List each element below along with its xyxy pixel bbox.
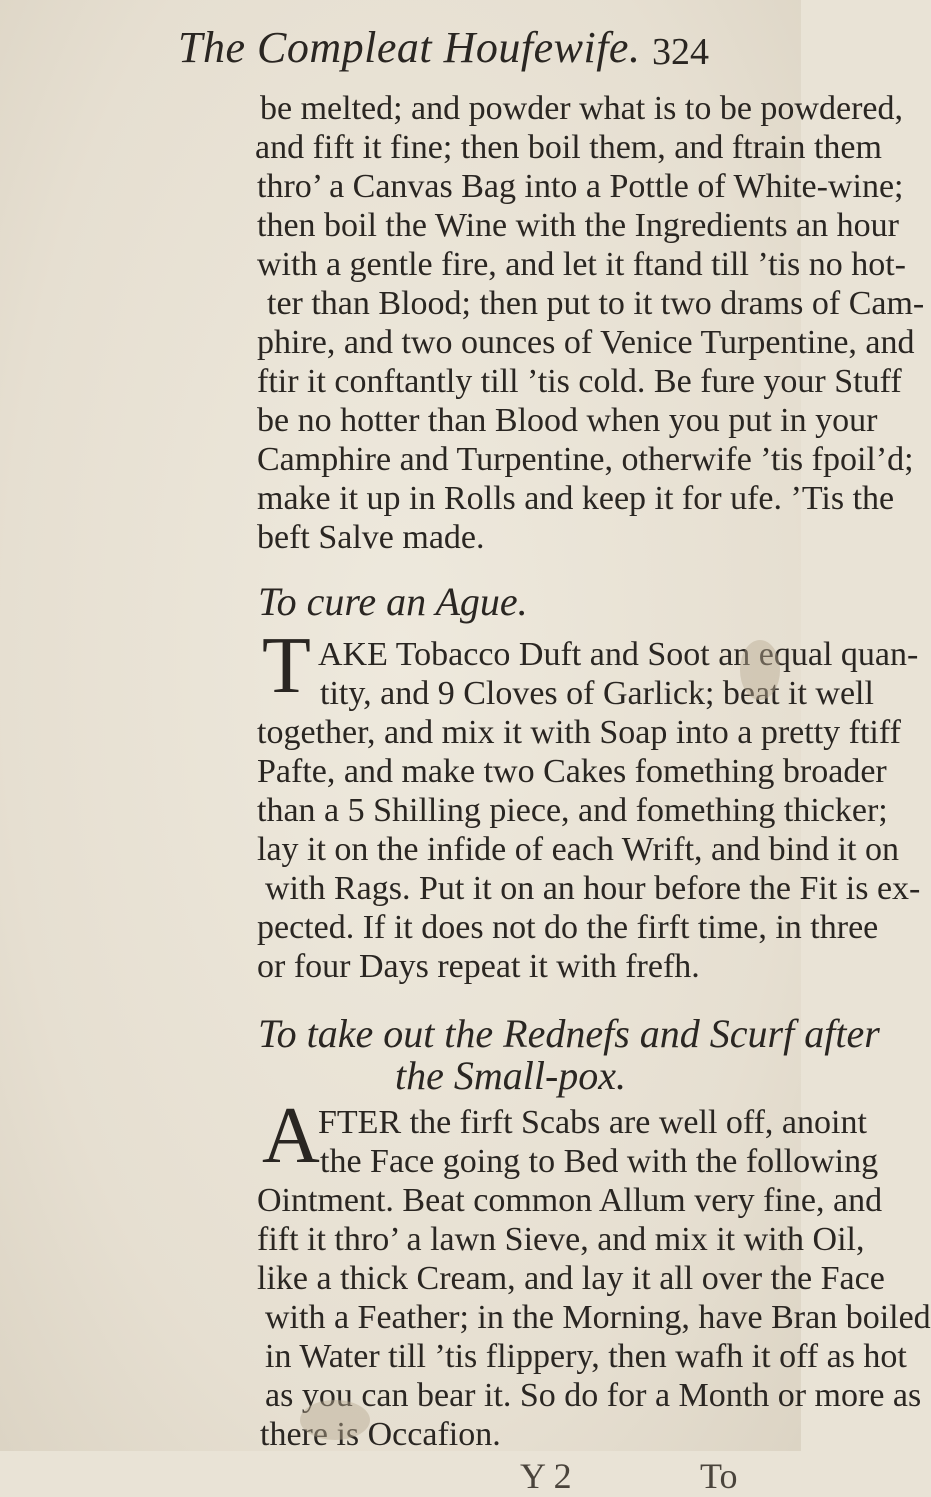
text-line: fift it thro’ a lawn Sieve, and mix it with Oil,	[257, 1221, 865, 1258]
text-line: pected. If it does not do the firft time, in three	[257, 909, 879, 946]
text-line: phire, and two ounces of Venice Turpentine, and	[257, 324, 915, 361]
text-line: AKE Tobacco Duft and Soot an equal quan-	[318, 636, 919, 673]
text-line: with Rags. Put it on an hour before the Fit is ex-	[265, 870, 921, 907]
recipe-title: To take out the Rednefs and Scurf after	[258, 1011, 880, 1056]
text-line: Ointment. Beat common Allum very fine, and	[257, 1182, 883, 1219]
text-line: there is Occafion.	[260, 1416, 501, 1453]
text-line: than a 5 Shilling piece, and fomething thicker;	[257, 792, 888, 829]
text-line: Camphire and Turpentine, otherwife ’tis fpoil’d;	[257, 441, 914, 478]
text-line: with a Feather; in the Morning, have Bran boiled	[265, 1299, 931, 1336]
text-line: ter than Blood; then put to it two drams of Cam-	[267, 285, 925, 322]
text-line: then boil the Wine with the Ingredients an hour	[257, 207, 899, 244]
paper-stain	[740, 640, 780, 700]
text-line: and fift it fine; then boil them, and ftrain them	[255, 129, 882, 166]
page-number: 324	[652, 31, 709, 73]
recipe-title-continuation: the Small-pox.	[395, 1053, 627, 1098]
recipe-title: To cure an Ague.	[258, 579, 528, 624]
text-line: FTER the firft Scabs are well off, anoint	[318, 1104, 867, 1141]
text-line: the Face going to Bed with the following	[320, 1143, 879, 1180]
page-header	[0, 18, 801, 78]
text-line: thro’ a Canvas Bag into a Pottle of White-wine;	[257, 168, 904, 205]
text-line: in Water till ’tis flippery, then wafh it off as hot	[265, 1338, 907, 1375]
text-line: as you can bear it. So do for a Month or more as	[265, 1377, 922, 1414]
text-line: like a thick Cream, and lay it all over the Face	[257, 1260, 885, 1297]
text-line: or four Days repeat it with frefh.	[257, 948, 700, 985]
drop-cap: A	[262, 1092, 320, 1180]
text-line: ftir it conftantly till ’tis cold. Be fure your Stuff	[257, 363, 902, 400]
signature-mark: Y 2	[520, 1456, 572, 1496]
text-line: beft Salve made.	[257, 519, 485, 556]
text-line: together, and mix it with Soap into a pretty ftiff	[257, 714, 901, 751]
text-line: tity, and 9 Cloves of Garlick; beat it well	[320, 675, 874, 712]
text-line: lay it on the infide of each Wrift, and bind it on	[257, 831, 899, 868]
text-line: make it up in Rolls and keep it for ufe. ’Tis the	[257, 480, 895, 517]
paper-stain	[300, 1400, 370, 1440]
text-line: Pafte, and make two Cakes fomething broader	[257, 753, 887, 790]
text-line: be no hotter than Blood when you put in your	[257, 402, 878, 439]
catchword: To	[700, 1456, 738, 1496]
text-line: with a gentle fire, and let it ftand till ’tis no hot-	[257, 246, 907, 283]
running-title: The Compleat Houfewife.	[178, 23, 641, 72]
text-line: be melted; and powder what is to be powdered,	[260, 90, 903, 127]
drop-cap: T	[262, 622, 311, 710]
